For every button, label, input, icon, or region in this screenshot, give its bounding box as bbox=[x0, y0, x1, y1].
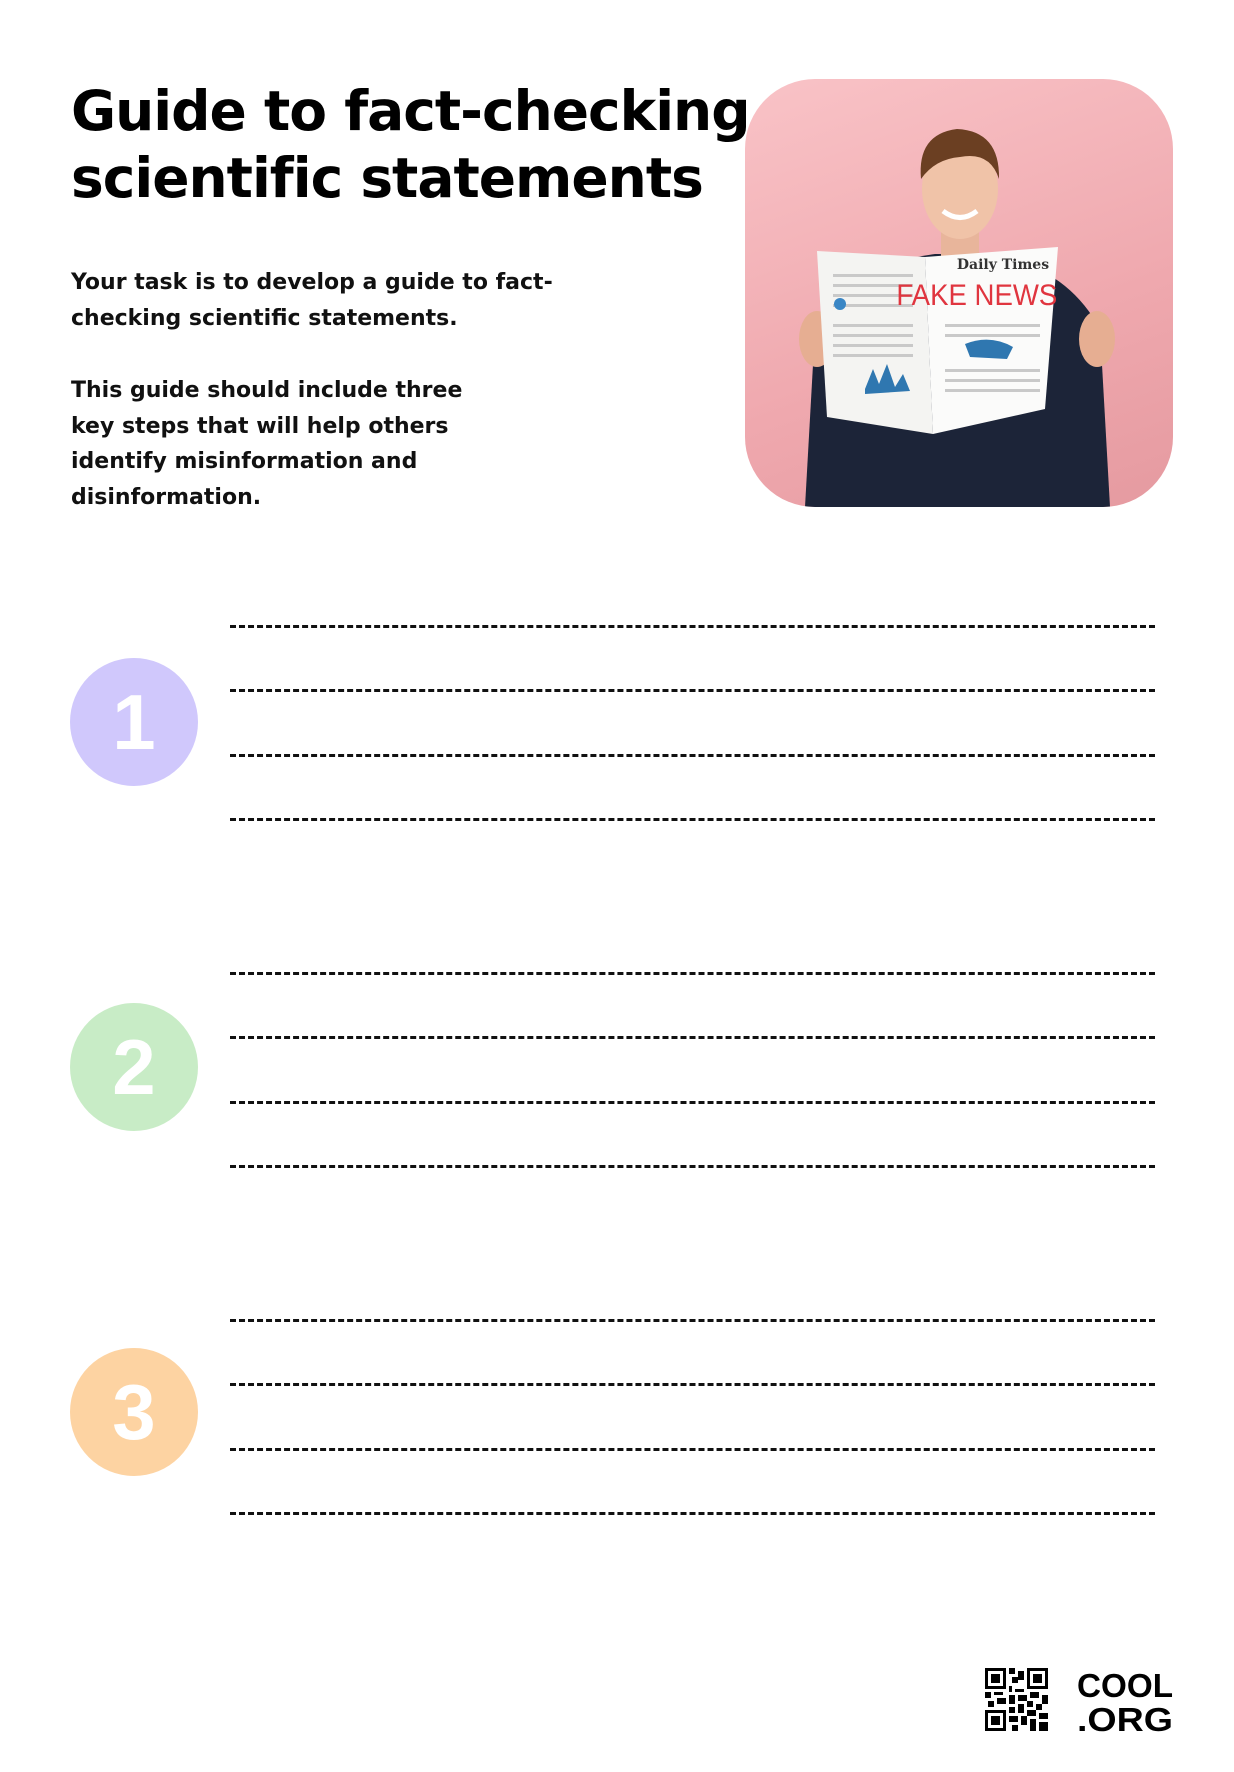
title-line-2: scientific statements bbox=[71, 146, 703, 210]
step-1-answer-line[interactable] bbox=[230, 818, 1155, 821]
step-3-badge: 3 bbox=[70, 1348, 198, 1476]
newspaper-photo bbox=[745, 79, 1173, 507]
step-2-answer-line[interactable] bbox=[230, 1036, 1155, 1039]
step-2-answer-line[interactable] bbox=[230, 1101, 1155, 1104]
step-3-answer-line[interactable] bbox=[230, 1319, 1155, 1322]
title-line-1: Guide to fact-checking bbox=[71, 79, 750, 143]
step-3-answer-line[interactable] bbox=[230, 1448, 1155, 1451]
step-2-answer-line[interactable] bbox=[230, 972, 1155, 975]
step-1-answer-line[interactable] bbox=[230, 689, 1155, 692]
step-1-answer-line[interactable] bbox=[230, 754, 1155, 757]
newspaper-headline: FAKE NEWS bbox=[896, 278, 1058, 313]
svg-text:COOL: COOL bbox=[1077, 1668, 1173, 1704]
page-title bbox=[71, 78, 750, 212]
step-2-badge: 2 bbox=[70, 1003, 198, 1131]
step-1-badge: 1 bbox=[70, 658, 198, 786]
step-3-answer-line[interactable] bbox=[230, 1512, 1155, 1515]
qr-code-icon[interactable] bbox=[985, 1668, 1048, 1731]
step-3-answer-line[interactable] bbox=[230, 1383, 1155, 1386]
task-instructions: This guide should include three key steps that will help others identify misinformation and disinformation. bbox=[71, 378, 463, 510]
newspaper bbox=[817, 247, 1058, 434]
newspaper-name: Daily Times bbox=[956, 257, 1050, 273]
step-2-answer-line[interactable] bbox=[230, 1165, 1155, 1168]
task-description: Your task is to develop a guide to fact-checking scientific statements. bbox=[71, 270, 553, 331]
step-1-answer-line[interactable] bbox=[230, 625, 1155, 628]
cool-org-logo bbox=[1077, 1668, 1173, 1732]
svg-text:.ORG: .ORG bbox=[1077, 1701, 1173, 1732]
